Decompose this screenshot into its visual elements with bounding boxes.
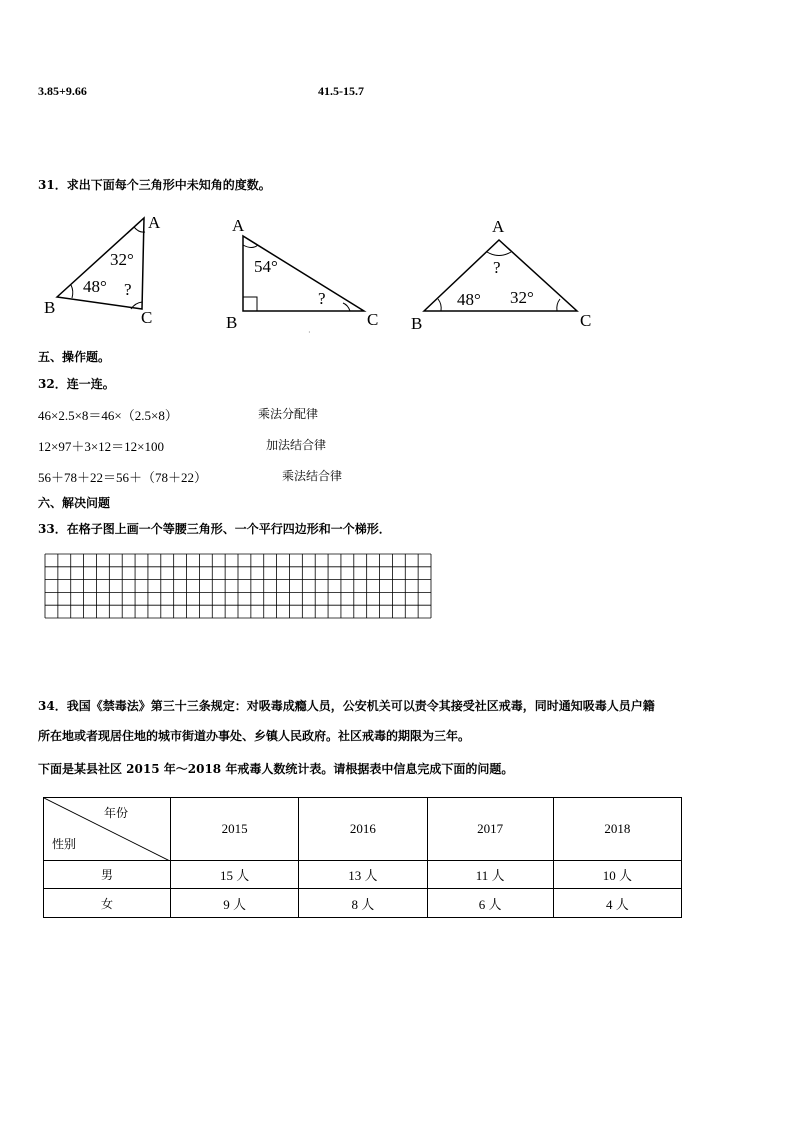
table-cell: 13 人 <box>299 861 427 889</box>
corner-label-gender: 性别 <box>52 837 77 851</box>
triangle-3 <box>411 217 591 333</box>
q32-law-3: 乘法结合律 <box>282 469 343 483</box>
calc-expression-right: 41.5-15.7 <box>318 84 364 98</box>
tri2-label-c: C <box>367 310 379 329</box>
row-label-male: 男 <box>44 861 171 889</box>
question-34-line-3: 下面是某县社区 2015 年～2018 年戒毒人数统计表。请根据表中信息完成下面的问题。 <box>38 762 514 776</box>
tri2-label-a: A <box>232 216 245 235</box>
row-label-female: 女 <box>44 889 171 918</box>
question-34-line-2: 所在地或者现居住地的城市街道办事处、乡镇人民政府。社区戒毒的期限为三年。 <box>38 729 471 743</box>
table-cell: 8 人 <box>299 889 427 918</box>
tri1-label-b: B <box>44 298 56 317</box>
tri3-label-c: C <box>580 311 592 330</box>
table-row <box>44 889 682 918</box>
tri3-label-a: A <box>492 217 505 236</box>
header-year-2018: 2018 <box>553 798 681 861</box>
table-cell: 11 人 <box>427 861 553 889</box>
svg-text:·: · <box>308 328 311 335</box>
drug-rehab-statistics-table <box>43 797 682 918</box>
header-year-2016: 2016 <box>299 798 427 861</box>
tri3-label-b: B <box>411 314 423 333</box>
section-5-heading: 五、操作题。 <box>38 350 111 364</box>
tri1-angle-c: ? <box>124 280 132 299</box>
table-cell: 6 人 <box>427 889 553 918</box>
tri1-angle-a: 32° <box>110 250 134 269</box>
triangle-1 <box>44 213 161 327</box>
question-32-title: 32．连一连。 <box>38 377 115 391</box>
triangle-figures <box>0 205 794 335</box>
table-cell: 10 人 <box>553 861 681 889</box>
calc-expression-left: 3.85+9.66 <box>38 84 87 98</box>
tri2-label-b: B <box>226 313 238 332</box>
drawing-grid[interactable] <box>44 553 434 619</box>
q32-expression-3: 56＋78＋22＝56＋（78＋22） <box>38 470 208 485</box>
q32-expression-1: 46×2.5×8＝46×（2.5×8） <box>38 408 178 423</box>
table-corner-cell <box>44 798 171 861</box>
table-row <box>44 861 682 889</box>
section-6-heading: 六、解决问题 <box>38 496 111 510</box>
q32-law-2: 加法结合律 <box>266 438 327 452</box>
q32-expression-2: 12×97＋3×12＝12×100 <box>38 439 164 454</box>
question-31-title: 31．求出下面每个三角形中未知角的度数。 <box>38 178 271 192</box>
question-33-title: 33．在格子图上画一个等腰三角形、一个平行四边形和一个梯形． <box>38 522 391 536</box>
triangle-2 <box>226 216 378 332</box>
tri3-angle-b: 48° <box>457 290 481 309</box>
tri1-label-a: A <box>148 213 161 232</box>
tri3-angle-a: ? <box>493 258 501 277</box>
tri3-angle-c: 32° <box>510 288 534 307</box>
corner-label-year: 年份 <box>104 806 129 820</box>
table-cell: 4 人 <box>553 889 681 918</box>
tri1-label-c: C <box>141 308 153 327</box>
tri2-angle-c: ? <box>318 289 326 308</box>
q32-law-1: 乘法分配律 <box>258 407 319 421</box>
table-cell: 15 人 <box>171 861 299 889</box>
header-year-2017: 2017 <box>427 798 553 861</box>
tri2-angle-a: 54° <box>254 257 278 276</box>
header-year-2015: 2015 <box>171 798 299 861</box>
tri1-angle-b: 48° <box>83 277 107 296</box>
table-cell: 9 人 <box>171 889 299 918</box>
question-34-line-1: 34．我国《禁毒法》第三十三条规定：对吸毒成瘾人员，公安机关可以责令其接受社区戒毒，同时通知吸毒人员户籍 <box>38 699 655 713</box>
